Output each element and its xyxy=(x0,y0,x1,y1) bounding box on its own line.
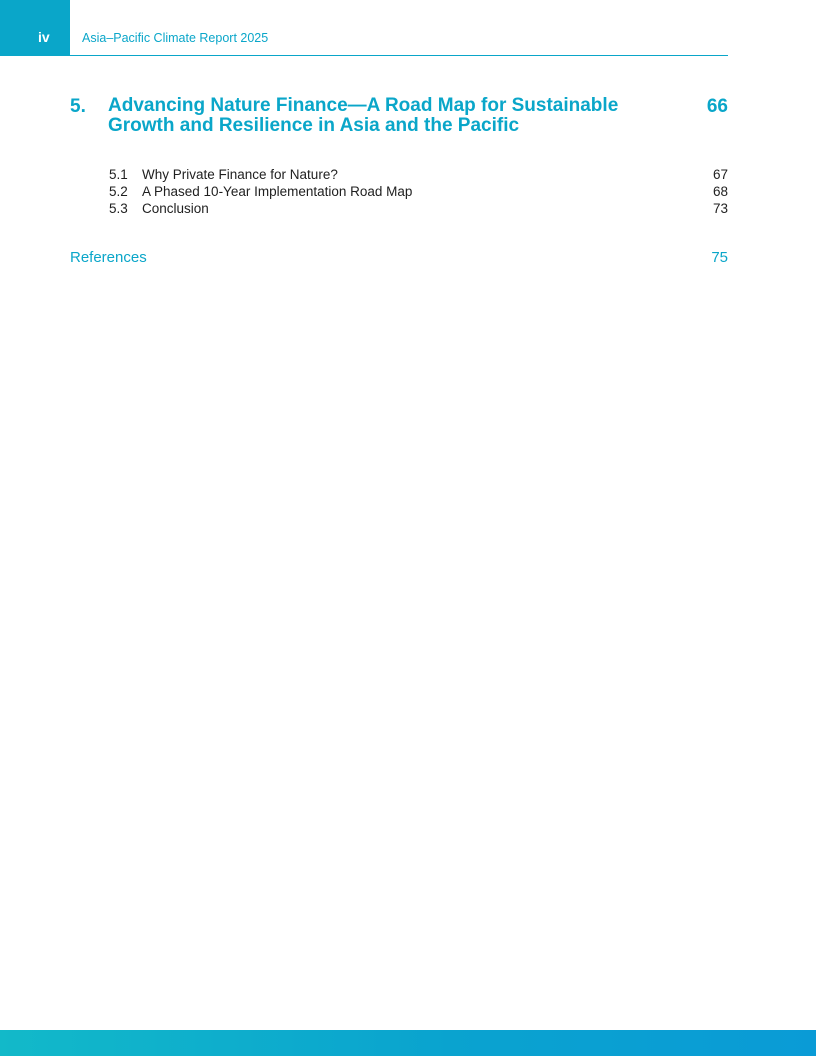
toc-sections xyxy=(109,166,728,217)
section-page-number: 67 xyxy=(712,167,728,182)
section-number: 5.2 xyxy=(109,184,128,199)
toc-section-entry[interactable] xyxy=(109,200,728,217)
toc-section-entry[interactable] xyxy=(109,183,728,200)
running-title: Asia–Pacific Climate Report 2025 xyxy=(82,31,269,45)
header-rule xyxy=(70,55,728,56)
section-page-number: 73 xyxy=(712,201,728,216)
chapter-number: 5. xyxy=(70,96,86,117)
table-of-contents xyxy=(70,96,728,268)
toc-chapter-entry[interactable] xyxy=(70,96,728,166)
references-page-number: 75 xyxy=(711,249,728,266)
section-number: 5.3 xyxy=(109,201,128,216)
toc-references-entry[interactable] xyxy=(70,248,728,268)
page-number-tab xyxy=(0,0,70,56)
section-title: Conclusion xyxy=(142,201,209,216)
page-header xyxy=(0,0,816,56)
toc-section-entry[interactable] xyxy=(109,166,728,183)
section-title: Why Private Finance for Nature? xyxy=(142,167,338,182)
section-title: A Phased 10-Year Implementation Road Map xyxy=(142,184,413,199)
section-number: 5.1 xyxy=(109,167,128,182)
references-label: References xyxy=(70,249,147,266)
chapter-page-number: 66 xyxy=(706,96,728,117)
footer-gradient-bar xyxy=(0,1030,816,1056)
page-number: iv xyxy=(38,29,50,45)
chapter-title: Advancing Nature Finance—A Road Map for Sustainable Growth and Resilience in Asia and the Pacific xyxy=(108,95,619,136)
section-page-number: 68 xyxy=(712,184,728,199)
